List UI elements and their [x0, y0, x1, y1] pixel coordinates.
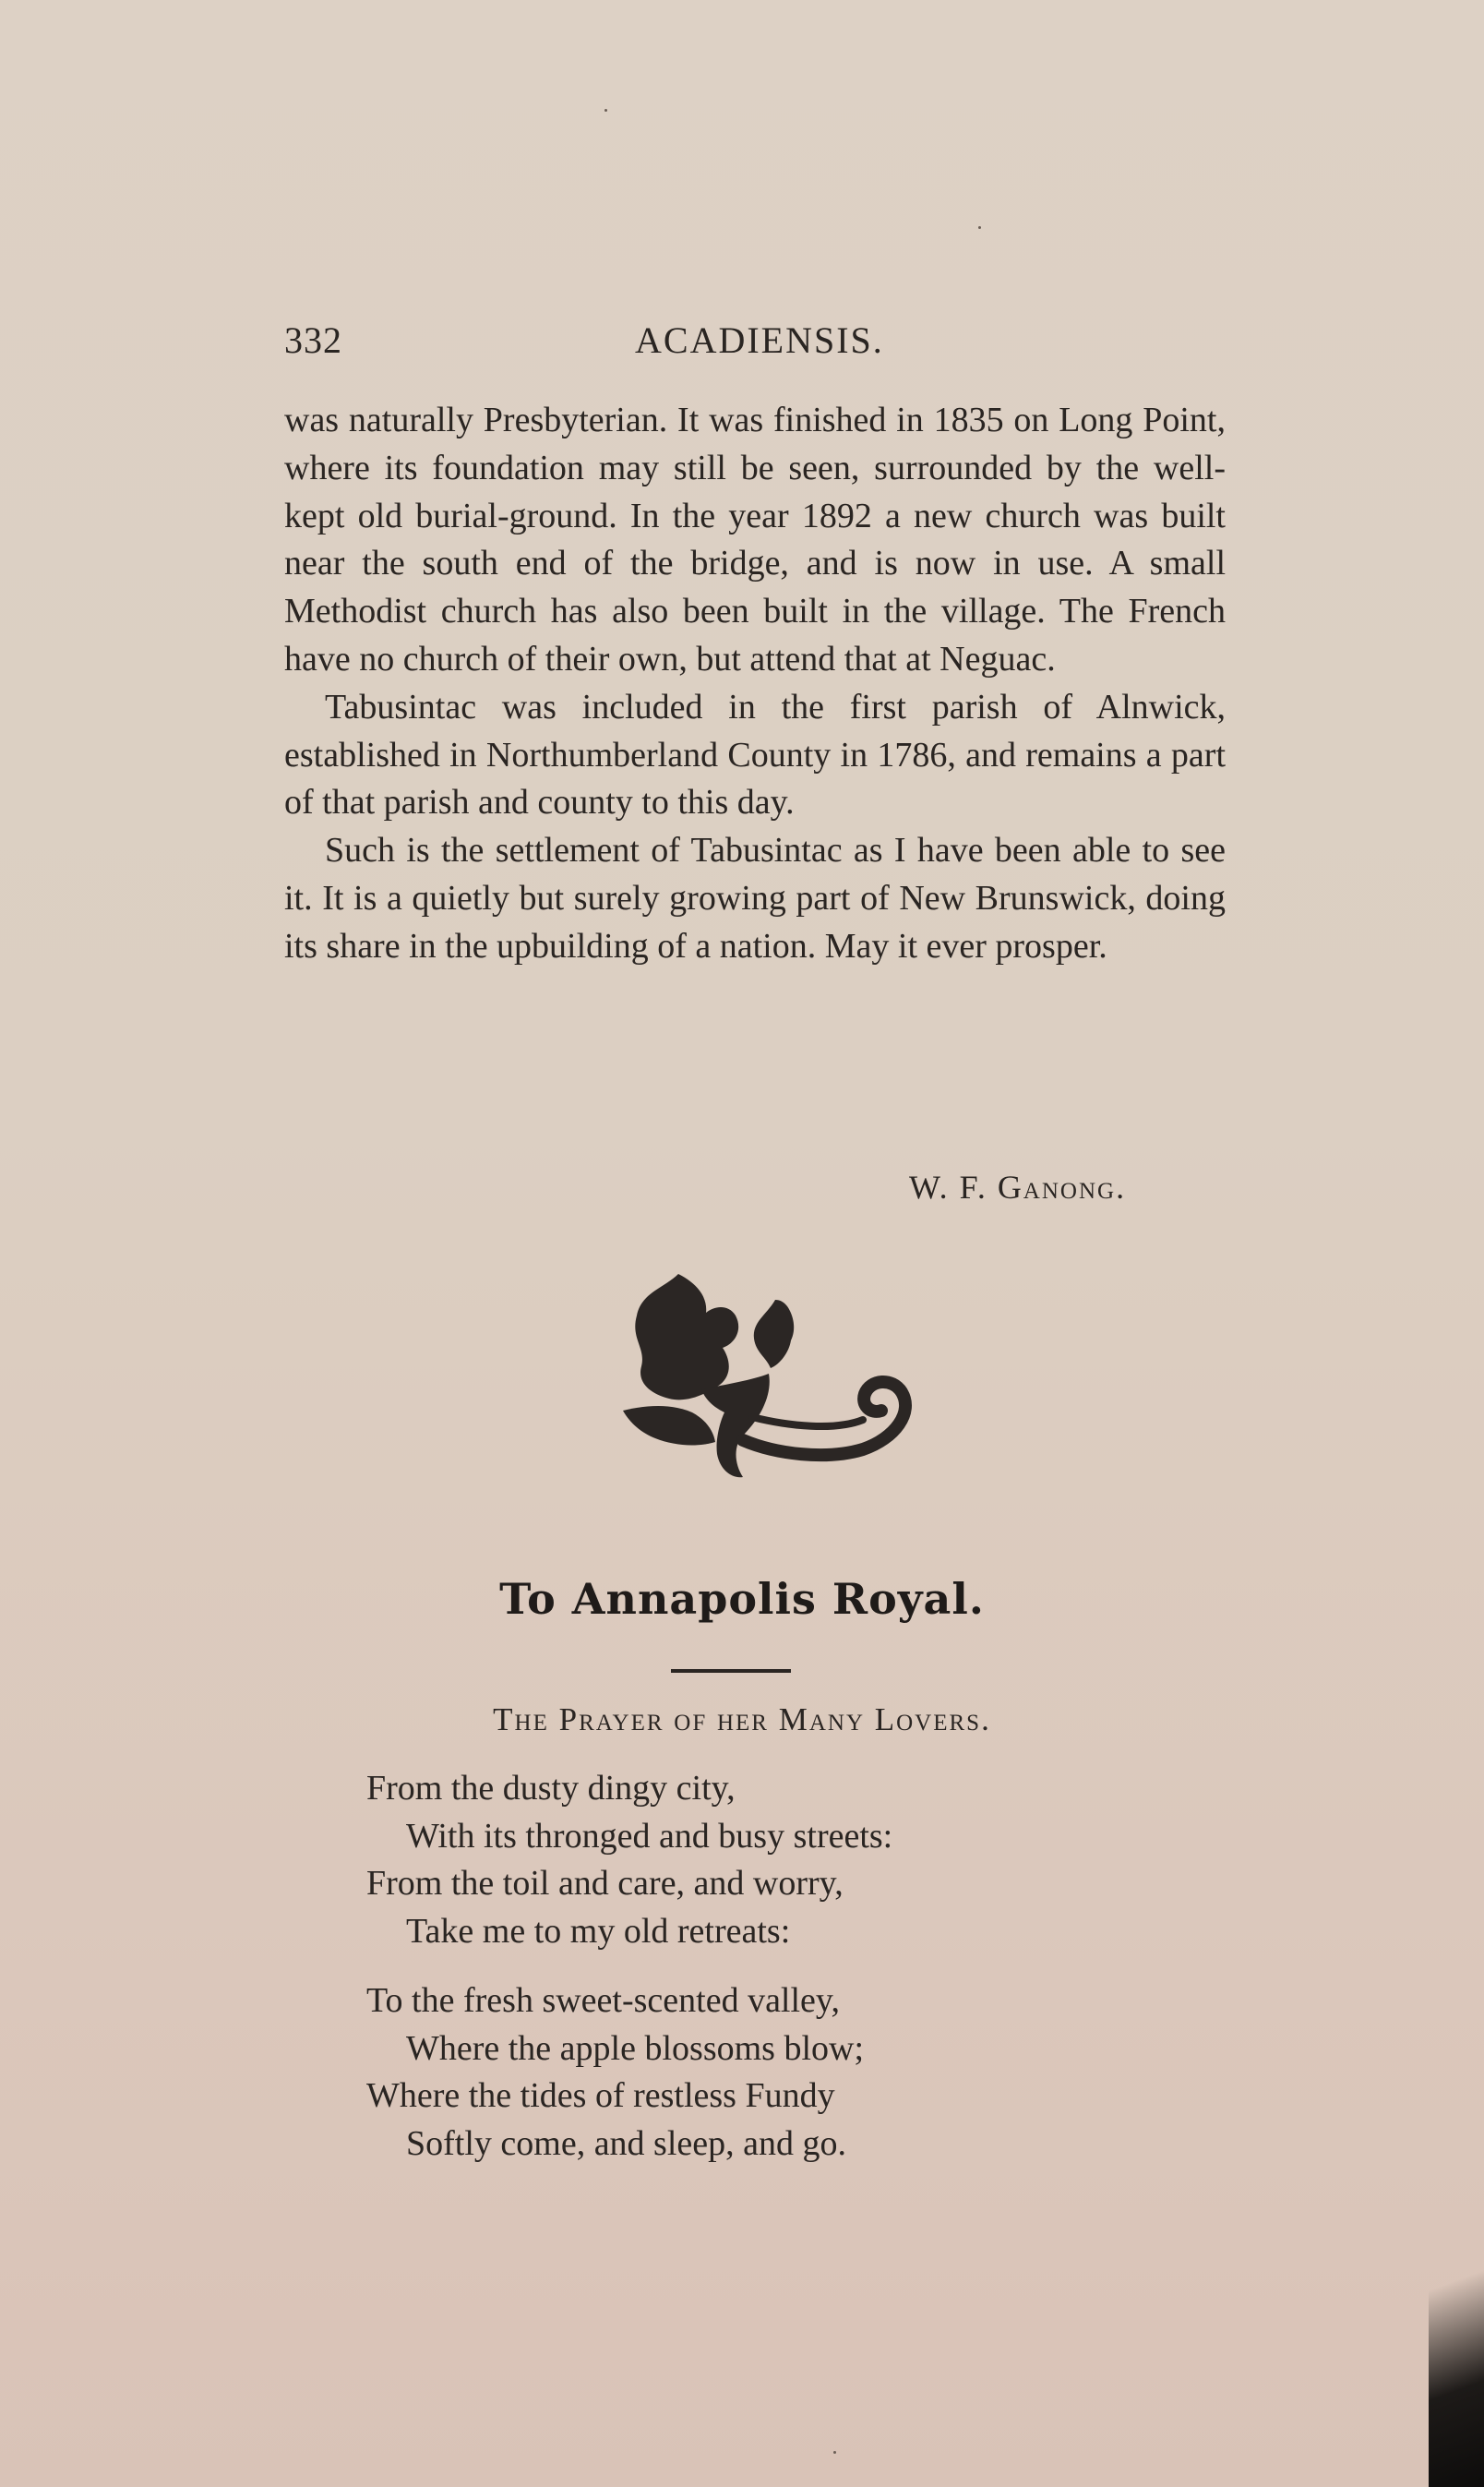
page-shadow-edge	[1429, 2025, 1484, 2487]
poem-stanza	[366, 1977, 864, 2168]
poem-line: From the toil and care, and worry,	[366, 1864, 844, 1903]
article-body	[284, 397, 1226, 971]
poem-line: Where the tides of restless Fundy	[366, 2076, 835, 2115]
poem-title: To Annapolis Royal.	[499, 1574, 985, 1624]
paper-speck	[604, 109, 607, 112]
author-surname: Ganong.	[997, 1169, 1127, 1206]
poem-subtitle: The Prayer of her Many Lovers.	[493, 1701, 991, 1737]
page-number: 332	[284, 319, 342, 361]
paper-speck	[978, 226, 981, 229]
page-header	[284, 318, 1226, 365]
leaf-scroll-ornament-icon	[614, 1265, 937, 1486]
poem-line: From the dusty dingy city,	[366, 1769, 736, 1808]
paragraph: Such is the settlement of Tabusintac as I have been able to see it. It is a quietly but surely growing part of New Brunswick, doing its share in the upbuilding of a nation. May it ever prosper.	[284, 831, 1226, 966]
paragraph: was naturally Presbyterian. It was finished in 1835 on Long Point, where its foundation may still be seen, surrounded by the well-kept old burial-ground. In the year 1892 a new church was built near the south end of the bridge, and is now in use. A small Methodist church has also been built in the village. The French have no church of their own, but attend that at Neguac.	[284, 401, 1226, 679]
title-rule	[671, 1669, 791, 1673]
poem-line: Take me to my old retreats:	[406, 1911, 791, 1951]
poem-line: To the fresh sweet-scented valley,	[366, 1981, 840, 2020]
running-title: ACADIENSIS.	[635, 319, 884, 361]
poem-line: With its thronged and busy streets:	[406, 1816, 893, 1856]
poem-line: Where the apple blossoms blow;	[406, 2028, 865, 2068]
poem-stanza	[366, 1765, 892, 1955]
author-signature	[909, 1168, 1126, 1207]
poem-line: Softly come, and sleep, and go.	[406, 2123, 847, 2163]
paragraph: Tabusintac was included in the first parish of Alnwick, established in Northumberland County in 1786, and remains a part of that parish and county to this day.	[284, 687, 1226, 823]
author-initials: W. F.	[909, 1169, 987, 1206]
paper-speck	[833, 2451, 836, 2454]
